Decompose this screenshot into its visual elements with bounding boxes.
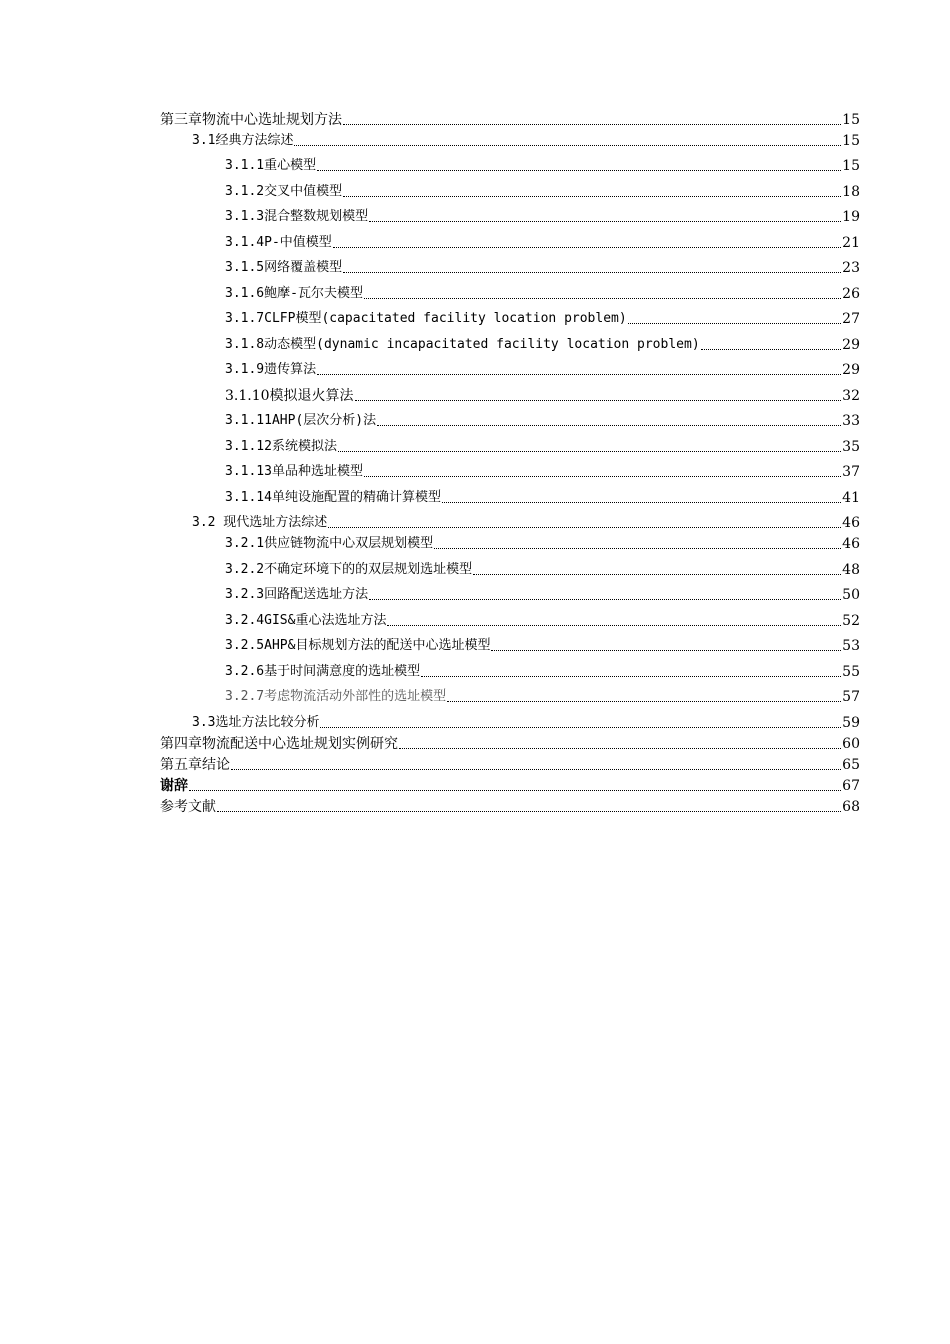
toc-page: 26	[842, 285, 860, 302]
toc-entry[interactable]	[160, 252, 860, 278]
toc-entry[interactable]	[160, 774, 860, 795]
toc-label: 谢辞	[160, 777, 188, 794]
toc-page: 18	[842, 183, 860, 200]
toc-label: 3.1.4P-中值模型	[225, 234, 332, 250]
toc-leader	[317, 373, 841, 375]
toc-leader	[369, 598, 841, 600]
toc-entry[interactable]	[160, 303, 860, 329]
toc-label: 3.2.3回路配送选址方法	[225, 587, 369, 602]
toc-label: 第四章物流配送中心选址规划实例研究	[160, 735, 398, 752]
toc-entry[interactable]	[160, 108, 860, 129]
toc-leader	[491, 649, 841, 651]
toc-page: 19	[842, 209, 860, 225]
toc-entry[interactable]	[160, 630, 860, 656]
toc-leader	[343, 271, 841, 273]
toc-page: 29	[842, 362, 860, 378]
toc-leader	[343, 195, 841, 197]
toc-leader	[701, 348, 842, 350]
toc-leader	[231, 768, 841, 770]
toc-label: 3.1.8动态模型(dynamic incapacitated facility location problem)	[225, 336, 700, 352]
toc-page: 15	[842, 158, 860, 174]
toc-page: 33	[842, 413, 860, 429]
toc-page: 59	[842, 714, 860, 731]
toc-leader	[189, 789, 841, 791]
toc-label: 3.2.2不确定环境下的的双层规划选址模型	[225, 561, 473, 577]
toc-page: 21	[842, 234, 860, 251]
toc-page: 46	[842, 515, 860, 531]
toc-page: 60	[842, 735, 860, 752]
toc-page: 65	[842, 756, 860, 773]
toc-leader	[294, 144, 841, 146]
toc-entry[interactable]	[160, 430, 860, 456]
toc-page: 46	[842, 536, 860, 552]
toc-label: 3.1.7CLFP模型(capacitated facility location problem)	[225, 311, 627, 326]
toc-label: 3.1.6鲍摩-瓦尔夫模型	[225, 285, 363, 301]
toc-leader	[364, 297, 841, 299]
toc-leader	[387, 624, 841, 626]
toc-leader	[473, 573, 841, 575]
toc-label: 3.1.9遗传算法	[225, 362, 317, 377]
toc-label: 3.1.2交叉中值模型	[225, 183, 343, 199]
toc-entry[interactable]	[160, 456, 860, 482]
toc-page: 27	[842, 311, 860, 327]
toc-entry[interactable]	[160, 277, 860, 303]
toc-label: 3.2.5AHP&目标规划方法的配送中心选址模型	[225, 638, 491, 653]
toc-entry[interactable]	[160, 579, 860, 605]
toc-entry[interactable]	[160, 481, 860, 507]
toc-leader	[333, 246, 841, 248]
toc-page: 32	[842, 387, 860, 404]
toc-page: 48	[842, 561, 860, 578]
toc-label: 3.1.3混合整数规划模型	[225, 209, 369, 224]
toc-leader	[442, 501, 841, 503]
toc-entry[interactable]	[160, 706, 860, 732]
toc-leader	[421, 675, 841, 677]
toc-page: 29	[842, 336, 860, 353]
toc-page: 68	[842, 798, 860, 815]
toc-label: 3.1经典方法综述	[192, 133, 294, 148]
toc-label: 3.3选址方法比较分析	[192, 714, 320, 730]
toc-leader	[377, 424, 841, 426]
toc-entry[interactable]	[160, 405, 860, 431]
toc-label: 3.1.12系统模拟法	[225, 438, 337, 454]
toc-page: 15	[842, 112, 860, 128]
toc-label: 3.2.4GIS&重心法选址方法	[225, 612, 387, 628]
toc-entry[interactable]	[160, 753, 860, 774]
toc-label: 第三章物流中心选址规划方法	[160, 112, 342, 128]
toc-label: 3.2.1供应链物流中心双层规划模型	[225, 536, 434, 551]
toc-page: 23	[842, 260, 860, 276]
toc-label: 3.2.7考虑物流活动外部性的选址模型	[225, 689, 447, 704]
toc-page: 41	[842, 489, 860, 506]
toc-label: 3.2 现代选址方法综述	[192, 515, 328, 530]
toc-leader	[369, 220, 841, 222]
toc-label: 3.1.10模拟退火算法	[225, 387, 354, 404]
toc-entry[interactable]	[160, 379, 860, 405]
toc-entry[interactable]	[160, 175, 860, 201]
toc-page: 53	[842, 638, 860, 654]
toc-page: 67	[842, 777, 860, 794]
toc-leader	[447, 700, 841, 702]
toc-entry[interactable]	[160, 129, 860, 150]
toc-leader	[317, 169, 841, 171]
toc-page: 57	[842, 689, 860, 705]
toc-entry[interactable]	[160, 328, 860, 354]
toc-entry[interactable]	[160, 681, 860, 707]
toc-leader	[217, 810, 841, 812]
toc-leader	[320, 726, 841, 728]
table-of-contents	[160, 108, 860, 816]
toc-entry[interactable]	[160, 732, 860, 753]
toc-page: 15	[842, 133, 860, 149]
toc-entry[interactable]	[160, 201, 860, 227]
toc-entry[interactable]	[160, 532, 860, 553]
toc-entry[interactable]	[160, 226, 860, 252]
toc-entry[interactable]	[160, 655, 860, 681]
toc-leader	[364, 475, 841, 477]
toc-label: 第五章结论	[160, 756, 230, 773]
toc-page: 50	[842, 587, 860, 603]
toc-entry[interactable]	[160, 507, 860, 533]
toc-leader	[338, 450, 841, 452]
toc-entry[interactable]	[160, 604, 860, 630]
toc-page: 52	[842, 612, 860, 629]
toc-leader	[343, 123, 841, 125]
toc-page: 55	[842, 663, 860, 680]
toc-entry[interactable]	[160, 795, 860, 816]
toc-leader	[628, 322, 841, 324]
toc-leader	[355, 399, 842, 401]
toc-entry[interactable]	[160, 553, 860, 579]
toc-label: 3.1.5网络覆盖模型	[225, 260, 343, 275]
toc-label: 3.1.14单纯设施配置的精确计算模型	[225, 489, 441, 505]
toc-label: 参考文献	[160, 798, 216, 815]
toc-page: 35	[842, 438, 860, 455]
toc-leader	[434, 547, 841, 549]
toc-label: 3.1.1重心模型	[225, 158, 317, 173]
toc-leader	[399, 747, 841, 749]
toc-label: 3.2.6基于时间满意度的选址模型	[225, 663, 421, 679]
toc-label: 3.1.13单品种选址模型	[225, 464, 363, 479]
toc-label: 3.1.11AHP(层次分析)法	[225, 413, 377, 428]
toc-leader	[328, 526, 841, 528]
toc-entry[interactable]	[160, 150, 860, 175]
toc-entry[interactable]	[160, 354, 860, 380]
toc-page: 37	[842, 464, 860, 480]
